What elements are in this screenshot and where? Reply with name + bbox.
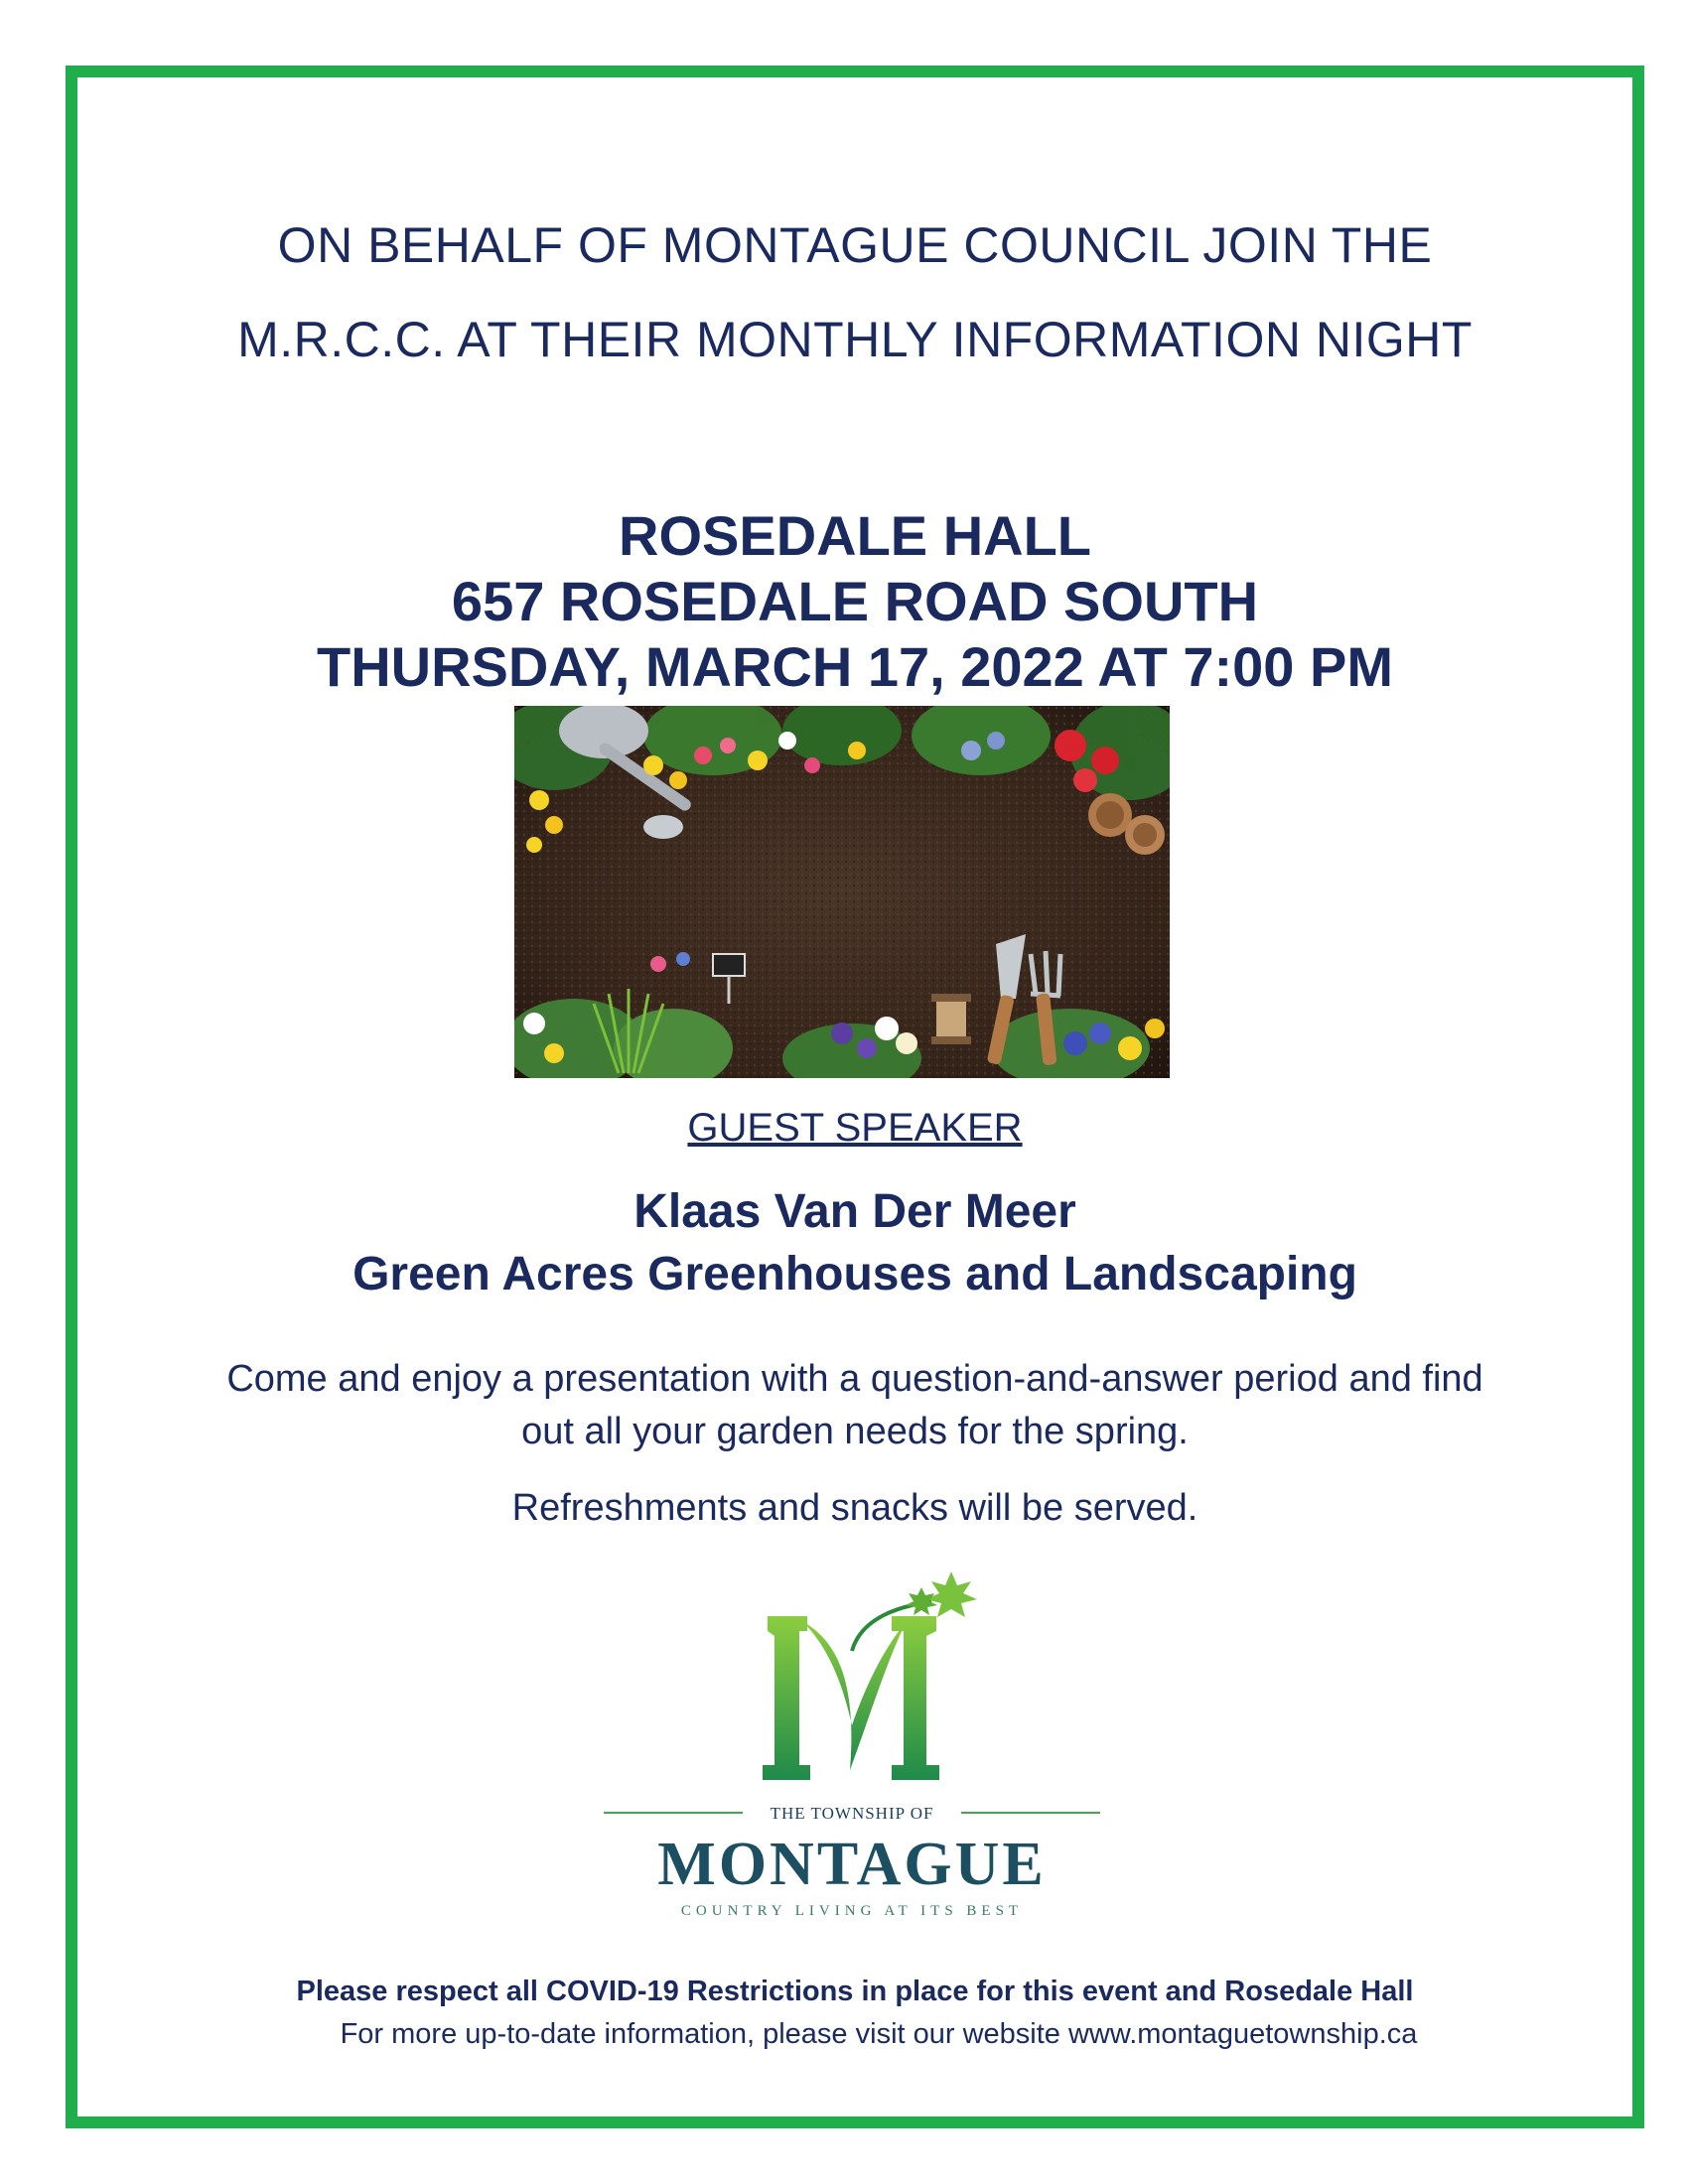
event-datetime: THURSDAY, MARCH 17, 2022 AT 7:00 PM	[316, 635, 1393, 698]
description-line-1: Come and enjoy a presentation with a question-and-answer period and find	[226, 1358, 1483, 1400]
guest-speaker-label: GUEST SPEAKER	[687, 1106, 1023, 1150]
venue-address: 657 ROSEDALE ROAD SOUTH	[451, 570, 1259, 632]
refreshments-line: Refreshments and snacks will be served.	[511, 1487, 1198, 1529]
website-notice: For more up-to-date information, please visit our website www.montaguetownship.ca	[340, 2018, 1418, 2050]
logo-township-of: THE TOWNSHIP OF	[770, 1804, 934, 1823]
flyer-content	[77, 77, 1632, 2116]
twine-spool-icon	[931, 994, 971, 1044]
logo-tagline: COUNTRY LIVING AT ITS BEST	[680, 1903, 1024, 1919]
township-logo	[604, 1562, 1100, 1939]
description-line-2: out all your garden needs for the spring.	[521, 1411, 1189, 1452]
intro-line-2: M.R.C.C. AT THEIR MONTHLY INFORMATION NIGHT	[237, 312, 1473, 367]
intro-line-1: ON BEHALF OF MONTAGUE COUNCIL JOIN THE	[277, 217, 1433, 273]
venue-name: ROSEDALE HALL	[619, 504, 1091, 567]
covid-notice: Please respect all COVID-19 Restrictions in place for this event and Rosedale Hall	[296, 1976, 1414, 2007]
logo-montague: MONTAGUE	[657, 1831, 1047, 1898]
m-leaf-emblem-icon	[604, 1562, 1100, 1800]
speaker-company: Green Acres Greenhouses and Landscaping	[352, 1248, 1357, 1300]
garden-soil-photo	[514, 706, 1170, 1078]
speaker-name: Klaas Van Der Meer	[633, 1185, 1076, 1238]
